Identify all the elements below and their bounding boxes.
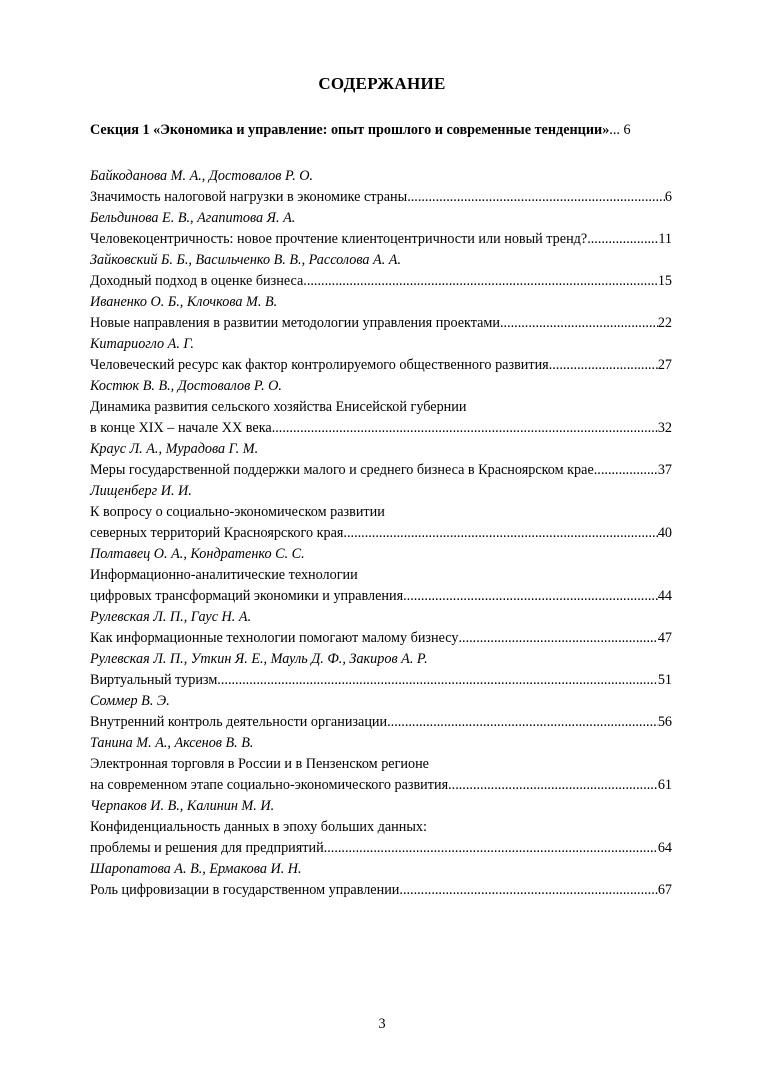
toc-entry[interactable] (90, 733, 672, 796)
section-page: ... 6 (609, 122, 631, 138)
entry-authors: Полтавец О. А., Кондратенко С. С. (90, 546, 305, 562)
toc-entry[interactable] (90, 208, 672, 250)
dot-leader (587, 229, 658, 250)
entry-title-row (90, 271, 672, 292)
entry-title: Значимость налоговой нагрузки в экономике страны (90, 189, 408, 205)
entry-page-number: 67 (657, 882, 672, 898)
entry-authors: Костюк В. В., Достовалов Р. О. (90, 378, 282, 394)
entry-page-number: 15 (657, 273, 672, 289)
entry-title-row (90, 355, 672, 376)
entry-page-number: 11 (658, 231, 672, 247)
entry-title-line: К вопросу о социально-экономическом развитии (90, 504, 385, 520)
entry-title-line: Электронная торговля в России и в Пензенском регионе (90, 756, 429, 772)
entry-authors: Китариогло А. Г. (90, 336, 194, 352)
entry-title: на современном этапе социально-экономического развития (90, 777, 449, 793)
entry-title: Внутренний контроль деятельности организации (90, 714, 388, 730)
dot-leader (217, 670, 658, 691)
dot-leader (407, 187, 665, 208)
section-label: Секция 1 «Экономика и управление: опыт прошлого и современные тенденции» (90, 122, 610, 138)
dot-leader (387, 712, 658, 733)
toc-entry[interactable] (90, 376, 672, 439)
entry-authors: Черпаков И. В., Калинин М. И. (90, 798, 275, 814)
entry-authors: Иваненко О. Б., Клочкова М. В. (90, 294, 278, 310)
entry-title-row (90, 628, 672, 649)
entry-title-row (90, 670, 672, 691)
entry-page-number: 37 (657, 462, 672, 478)
dot-leader (399, 880, 657, 901)
entry-title-row (90, 775, 672, 796)
dot-leader (594, 460, 658, 481)
toc-entry[interactable] (90, 544, 672, 607)
entry-page-number: 27 (657, 357, 672, 373)
entry-title-row (90, 313, 672, 334)
entry-title-row (90, 586, 672, 607)
entry-title-row (90, 418, 672, 439)
entry-page-number: 40 (657, 525, 672, 541)
entry-title: Виртуальный туризм (90, 672, 218, 688)
entry-authors: Байкоданова М. А., Достовалов Р. О. (90, 168, 314, 184)
toc-entry[interactable] (90, 334, 672, 376)
entry-authors: Рулевская Л. П., Гаус Н. А. (90, 609, 252, 625)
entry-title-line: Конфиденциальность данных в эпоху больших данных: (90, 819, 427, 835)
entry-page-number: 56 (657, 714, 672, 730)
entry-authors: Соммер В. Э. (90, 693, 170, 709)
entry-title: северных территорий Красноярского края (90, 525, 344, 541)
dot-leader (272, 418, 658, 439)
entry-title-line: Динамика развития сельского хозяйства Енисейской губернии (90, 399, 467, 415)
entry-title-row (90, 523, 672, 544)
section-heading[interactable] (90, 122, 672, 139)
entry-authors: Рулевская Л. П., Уткин Я. Е., Мауль Д. Ф., Закиров А. Р. (90, 651, 428, 667)
page-title: СОДЕРЖАНИЕ (318, 74, 446, 93)
entry-title-row (90, 712, 672, 733)
entry-authors: Лищенберг И. И. (90, 483, 192, 499)
entry-page-number: 61 (657, 777, 672, 793)
toc-entry[interactable] (90, 691, 672, 733)
dot-leader (549, 355, 658, 376)
entry-page-number: 51 (657, 672, 672, 688)
entry-title: Человекоцентричность: новое прочтение клиентоцентричности или новый тренд? (90, 231, 588, 247)
entry-title-line: Информационно-аналитические технологии (90, 567, 358, 583)
toc-entry[interactable] (90, 481, 672, 544)
entry-page-number: 32 (657, 420, 672, 436)
entry-title: Роль цифровизации в государственном управлении (90, 882, 400, 898)
dot-leader (303, 271, 658, 292)
entry-title-row (90, 838, 672, 859)
dot-leader (343, 523, 657, 544)
entry-page-number: 44 (657, 588, 672, 604)
toc-entry[interactable] (90, 796, 672, 859)
page-number: 3 (378, 1016, 386, 1032)
entry-title: проблемы и решения для предприятий (90, 840, 324, 856)
entry-title: Человеческий ресурс как фактор контролируемого общественного развития (90, 357, 549, 373)
toc-entry[interactable] (90, 292, 672, 334)
entry-title: Доходный подход в оценке бизнеса (90, 273, 304, 289)
entry-title: Новые направления в развитии методологии управления проектами (90, 315, 500, 331)
toc-entry[interactable] (90, 859, 672, 901)
entry-authors: Краус Л. А., Мурадова Г. М. (90, 441, 259, 457)
dot-leader (403, 586, 658, 607)
dot-leader (500, 313, 658, 334)
entry-title-row (90, 460, 672, 481)
entry-title: Как информационные технологии помогают малому бизнесу (90, 630, 459, 646)
entry-page-number: 6 (664, 189, 672, 205)
entry-title-row (90, 187, 672, 208)
entry-page-number: 47 (657, 630, 672, 646)
entry-authors: Зайковский Б. Б., Васильченко В. В., Рассолова А. А. (90, 252, 402, 268)
toc-entry[interactable] (90, 607, 672, 649)
entry-title: в конце XIX – начале XX века (90, 420, 272, 436)
dot-leader (324, 838, 658, 859)
entry-page-number: 22 (657, 315, 672, 331)
entry-authors: Танина М. А., Аксенов В. В. (90, 735, 254, 751)
dot-leader (448, 775, 658, 796)
entry-title: цифровых трансформаций экономики и управления (90, 588, 404, 604)
entry-title-row (90, 229, 672, 250)
entry-authors: Шаропатова А. В., Ермакова И. Н. (90, 861, 302, 877)
toc-list (90, 166, 672, 901)
entry-page-number: 64 (657, 840, 672, 856)
toc-entry[interactable] (90, 250, 672, 292)
toc-entry[interactable] (90, 166, 672, 208)
entry-authors: Бельдинова Е. В., Агапитова Я. А. (90, 210, 296, 226)
dot-leader (458, 628, 657, 649)
toc-entry[interactable] (90, 649, 672, 691)
entry-title: Меры государственной поддержки малого и среднего бизнеса в Красноярском крае (90, 462, 594, 478)
toc-entry[interactable] (90, 439, 672, 481)
entry-title-row (90, 880, 672, 901)
